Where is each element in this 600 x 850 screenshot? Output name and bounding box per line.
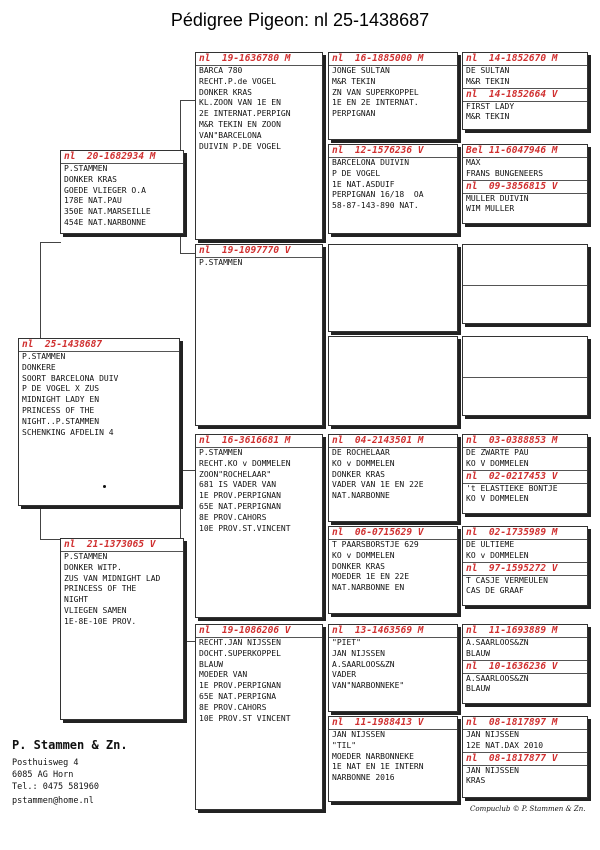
info-line: DE ROCHELAAR [332,448,390,457]
info-line: DE SULTAN [466,66,510,75]
ring-number: nl 97-1595272 V [463,562,587,576]
ring-number: nl 16-1885000 M [329,53,457,66]
info-line: 't ELASTIEKE BONTJE [466,483,558,493]
breeder-street: Posthuisweg 4 [12,758,79,768]
info-line: 1E-8E-10E PROV. [64,616,137,626]
ring-number: nl 14-1852670 M [463,53,587,66]
info-line: DE ZWARTE PAU [466,448,529,457]
pigeon-gen4-pair[interactable] [462,624,588,704]
info-line: T PAARSBORSTJE 629 [332,540,419,549]
info-line: KO V DOMMELEN [466,458,529,468]
info-line: DUIVIN P.DE VOGEL [199,141,281,151]
info-line: 65E NAT.PERPIGNAN [199,501,281,511]
info-line: P.STAMMEN [64,164,108,173]
info-line: 10E PROV.ST VINCENT [199,713,291,723]
copyright: Compuclub © P. Stammen & Zn. [470,805,586,813]
divider [463,285,587,286]
ring-number: nl 20-1682934 M [61,151,183,164]
breeder-phone: Tel.: 0475 581960 [12,782,99,792]
pigeon-fm-mother [328,336,458,426]
info-line: WIM MULLER [466,204,515,214]
info-line: 8E PROV.CAHORS [199,512,267,522]
pigeon-mf-father[interactable] [328,434,458,522]
info-line: P.STAMMEN [199,448,243,457]
info-line: MULLER DUIVIN [466,193,529,203]
breeder-name: P. Stammen & Zn. [12,738,128,752]
info-line: P DE VOGEL [332,168,381,178]
pigeon-mother-mother[interactable] [195,624,323,810]
dot-mark [103,485,106,488]
pigeon-father[interactable] [60,150,184,234]
info-line: DONKER KRAS [332,469,385,479]
info-line: MOEDER 1E EN 22E [332,572,410,582]
info-line: "TIL" [332,740,357,750]
ring-number: nl 14-1852664 V [463,88,587,102]
info-line: KO v DOMMELEN [466,550,529,560]
info-line: 350E NAT.MARSEILLE [64,207,151,217]
ring-number: nl 02-1735989 M [463,527,587,540]
ring-number: nl 08-1817897 M [463,717,587,730]
info-line: DONKER KRAS [199,87,252,97]
pigeon-gen4-empty [462,244,588,324]
ring-number: nl 12-1576236 V [329,145,457,158]
pigeon-gen4-pair[interactable] [462,52,588,130]
ring-number: nl 19-1097770 V [196,245,322,258]
ring-number: nl 11-1693889 M [463,625,587,638]
info-line: 1E NAT.ASDUIF [332,179,395,189]
info-line: 1E NAT EN 1E INTERN [332,762,424,772]
info-line: 12E NAT.DAX 2010 [466,740,544,750]
info-line: KO v DOMMELEN [332,550,395,560]
info-line: JAN NIJSSEN [332,730,385,739]
info-line: FRANS BUNGENEERS [466,168,544,178]
pigeon-gen4-pair[interactable] [462,716,588,798]
info-line: JAN NIJSSEN [466,765,519,775]
info-line: M&R TEKIN [332,76,376,86]
info-line: BLAUW [466,648,491,658]
info-line: BLAUW [199,659,224,669]
info-line: M&R TEKIN EN ZOON [199,119,281,129]
info-line: DE ULTIEME [466,540,515,549]
pigeon-gen4-pair[interactable] [462,526,588,606]
info-line: DONKERE [22,362,56,372]
ring-number: nl 02-0217453 V [463,470,587,484]
info-line: NAT.NARBONNE [332,491,390,501]
info-line: VAN"BARCELONA [199,130,262,140]
ring-number: nl 25-1438687 [19,339,179,352]
info-line: M&R TEKIN [466,76,510,86]
info-line: CAS DE GRAAF [466,586,524,596]
info-line: GOEDE VLIEGER O.A [64,185,146,195]
info-line: T CASJE VERMEULEN [466,575,548,585]
breeder-email[interactable]: pstammen@home.nl [12,796,94,806]
info-line: ZOON"ROCHELAAR" [199,469,272,479]
info-line: 681 IS VADER VAN [199,480,277,490]
pigeon-fm-father [328,244,458,332]
info-line: P.STAMMEN [64,552,108,561]
ring-number: nl 19-1636780 M [196,53,322,66]
pigeon-mm-father[interactable] [328,624,458,712]
info-line: 1E PROV.PERPIGNAN [199,491,281,501]
ring-number: nl 03-0388853 M [463,435,587,448]
info-line: 178E NAT.PAU [64,196,122,206]
info-line: PRINCESS OF THE [22,405,95,415]
info-line: BARCA 780 [199,66,243,75]
pigeon-gen4-pair[interactable] [462,144,588,224]
ring-number: Bel 11-6047946 M [463,145,587,158]
ring-number: nl 08-1817877 V [463,752,587,766]
pigeon-father-mother[interactable] [195,244,323,426]
info-line: NARBONNE 2016 [332,773,395,783]
ring-number: nl 16-3616681 M [196,435,322,448]
info-line: JAN NIJSSEN [466,730,519,739]
info-line: KL.ZOON VAN 1E EN [199,98,281,108]
pigeon-mother[interactable] [60,538,184,720]
ring-number: nl 11-1988413 V [329,717,457,730]
info-line: VAN"NARBONNEKE" [332,681,405,691]
info-line: MOEDER NARBONNEKE [332,751,414,761]
pigeon-mm-mother[interactable] [328,716,458,802]
info-line: RECHT.KO v DOMMELEN [199,458,291,468]
ring-number: nl 09-3856815 V [463,180,587,194]
ring-number: nl 06-0715629 V [329,527,457,540]
info-line: RECHT.JAN NIJSSEN [199,638,281,647]
pigeon-gen4-pair[interactable] [462,434,588,514]
info-line: KO V DOMMELEN [466,494,529,504]
info-line: DONKER KRAS [64,174,117,184]
info-line: NAT.NARBONNE EN [332,583,405,593]
info-line: SCHENKING AFDELIN 4 [22,427,114,437]
pigeon-mf-mother[interactable] [328,526,458,614]
info-line: 1E EN 2E INTERNAT. [332,98,419,108]
pigeon-ff-father[interactable] [328,52,458,140]
pigeon-ff-mother[interactable] [328,144,458,234]
info-line: A.SAARLOOS&ZN [332,659,395,669]
info-line: FIRST LADY [466,101,515,111]
info-line: NIGHT [64,595,89,605]
info-line: NIGHT..P.STAMMEN [22,416,100,426]
info-line: VADER [332,670,357,680]
info-line: M&R TEKIN [466,112,510,122]
info-line: RECHT.P.de VOGEL [199,76,277,86]
divider [463,377,587,378]
info-line: A.SAARLOOS&ZN [466,673,529,683]
info-line: DOCHT.SUPERKOPPEL [199,648,281,658]
info-line: SOORT BARCELONA DUIV [22,373,119,383]
info-line: DONKER WITP. [64,562,122,572]
info-line: BLAUW [466,684,491,694]
pigeon-gen4-empty [462,336,588,416]
info-line: 8E PROV.CAHORS [199,702,267,712]
pigeon-subject[interactable] [18,338,180,506]
info-line: 58-87-143-890 NAT. [332,201,419,211]
info-line: 2E INTERNAT.PERPIGN [199,109,291,119]
pigeon-mother-father[interactable] [195,434,323,618]
ring-number: nl 04-2143501 M [329,435,457,448]
info-line: MAX [466,158,481,167]
info-line: P.STAMMEN [199,258,243,267]
info-line: VADER VAN 1E EN 22E [332,480,424,490]
info-line: A.SAARLOOS&ZN [466,638,529,647]
info-line: P.STAMMEN [22,352,66,361]
info-line: MIDNIGHT LADY EN [22,395,100,405]
info-line: JAN NIJSSEN [332,648,385,658]
ring-number: nl 13-1463569 M [329,625,457,638]
info-line: 454E NAT.NARBONNE [64,217,146,227]
info-line: 1E PROV.PERPIGNAN [199,681,281,691]
info-line: P DE VOGEL X ZUS [22,384,100,394]
info-line: MOEDER VAN [199,670,248,680]
ring-number: nl 21-1373065 V [61,539,183,552]
breeder-city: 6085 AG Horn [12,770,74,780]
info-line: KO v DOMMELEN [332,458,395,468]
ring-number: nl 19-1086206 V [196,625,322,638]
info-line: ZN VAN SUPERKOPPEL [332,87,419,97]
info-line: VLIEGEN SAMEN [64,605,127,615]
info-line: ZUS VAN MIDNIGHT LAD [64,573,161,583]
info-line: KRAS [466,776,486,786]
info-line: JONGE SULTAN [332,66,390,75]
info-line: PERPIGNAN 16/18 OA [332,190,424,200]
info-line: PRINCESS OF THE [64,584,137,594]
ring-number: nl 10-1636236 V [463,660,587,674]
info-line: DONKER KRAS [332,561,385,571]
info-line: PERPIGNAN [332,109,376,119]
page-title: Pédigree Pigeon: nl 25-1438687 [170,10,430,30]
info-line: "PIET" [332,638,361,647]
pigeon-father-father[interactable] [195,52,323,240]
info-line: 65E NAT.PERPIGNA [199,691,277,701]
info-line: 10E PROV.ST.VINCENT [199,523,291,533]
info-line: BARCELONA DUIVIN [332,158,410,167]
